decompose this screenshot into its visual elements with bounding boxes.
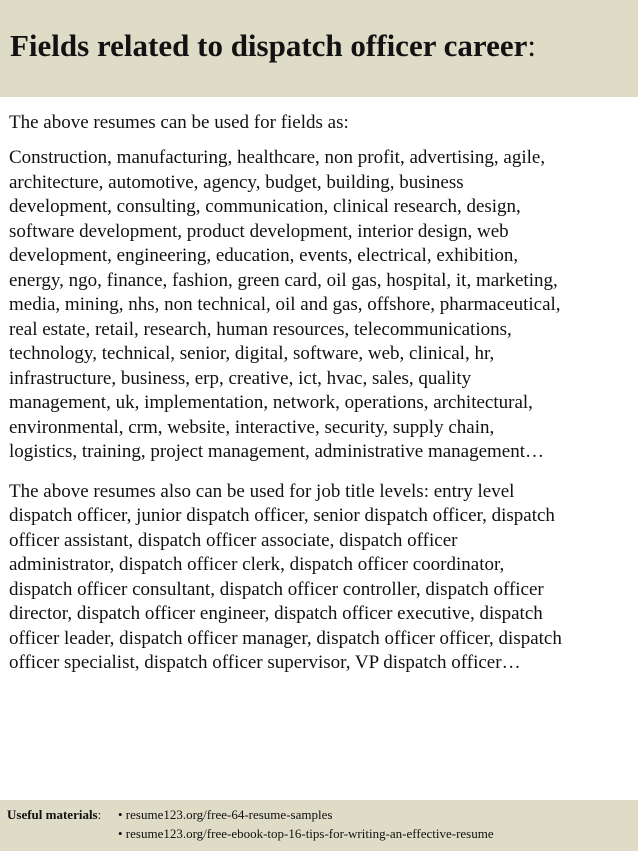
footer-row xyxy=(7,805,638,824)
fields-line: architecture, automotive, agency, budget, building, business xyxy=(9,171,464,193)
job-levels-line: officer specialist, dispatch officer supervisor, VP dispatch officer… xyxy=(9,652,521,673)
title-banner xyxy=(0,0,638,97)
job-levels-line: The above resumes also can be used for job title levels: entry level xyxy=(9,480,515,502)
job-levels-line: officer assistant, dispatch officer associate, dispatch officer xyxy=(9,529,458,551)
fields-line: real estate, retail, research, human resources, telecommunications, xyxy=(9,318,512,340)
page-title-text: Fields related to dispatch officer career xyxy=(10,28,528,63)
fields-paragraph xyxy=(9,146,633,465)
useful-materials-label xyxy=(7,805,118,824)
useful-materials-footer xyxy=(0,800,638,851)
job-levels-line: director, dispatch officer engineer, dispatch officer executive, dispatch xyxy=(9,603,543,624)
job-levels-line: dispatch officer, junior dispatch officer, senior dispatch officer, dispatch xyxy=(9,505,555,526)
resume-samples-link[interactable]: • resume123.org/free-64-resume-samples xyxy=(118,807,333,822)
job-levels-line: officer leader, dispatch officer manager, dispatch officer officer, dispatch xyxy=(9,627,562,649)
fields-line: logistics, training, project management, administrative management… xyxy=(9,441,545,462)
fields-line: infrastructure, business, erp, creative, ict, hvac, sales, quality xyxy=(9,367,472,389)
resume-tips-ebook-link[interactable]: • resume123.org/free-ebook-top-16-tips-for-writing-an-effective-resume xyxy=(118,826,494,841)
fields-line: media, mining, nhs, non technical, oil and gas, offshore, pharmaceutical, xyxy=(9,294,561,315)
footer-label-spacer xyxy=(7,824,118,843)
fields-line: energy, ngo, finance, fashion, green card, oil gas, hospital, it, marketing, xyxy=(9,269,558,291)
fields-line: development, engineering, education, events, electrical, exhibition, xyxy=(9,245,519,266)
page-title xyxy=(10,26,638,66)
fields-line: management, uk, implementation, network, operations, architectural, xyxy=(9,392,533,413)
fields-line: software development, product development, interior design, web xyxy=(9,220,509,242)
fields-line: environmental, crm, website, interactive, security, supply chain, xyxy=(9,416,495,438)
fields-line: technology, technical, senior, digital, software, web, clinical, hr, xyxy=(9,343,495,364)
fields-line: Construction, manufacturing, healthcare, non profit, advertising, agile, xyxy=(9,147,546,168)
intro-text: The above resumes can be used for fields as: xyxy=(9,112,349,133)
job-levels-line: administrator, dispatch officer clerk, dispatch officer coordinator, xyxy=(9,554,505,575)
job-levels-line: dispatch officer consultant, dispatch officer controller, dispatch officer xyxy=(9,578,544,600)
page-title-colon: : xyxy=(527,28,537,63)
job-levels-paragraph xyxy=(9,480,633,676)
main-content xyxy=(9,111,633,676)
useful-materials-label-colon: : xyxy=(97,807,102,822)
fields-line: development, consulting, communication, clinical research, design, xyxy=(9,196,521,217)
useful-materials-label-text: Useful materials xyxy=(7,807,98,822)
footer-row xyxy=(7,824,638,843)
